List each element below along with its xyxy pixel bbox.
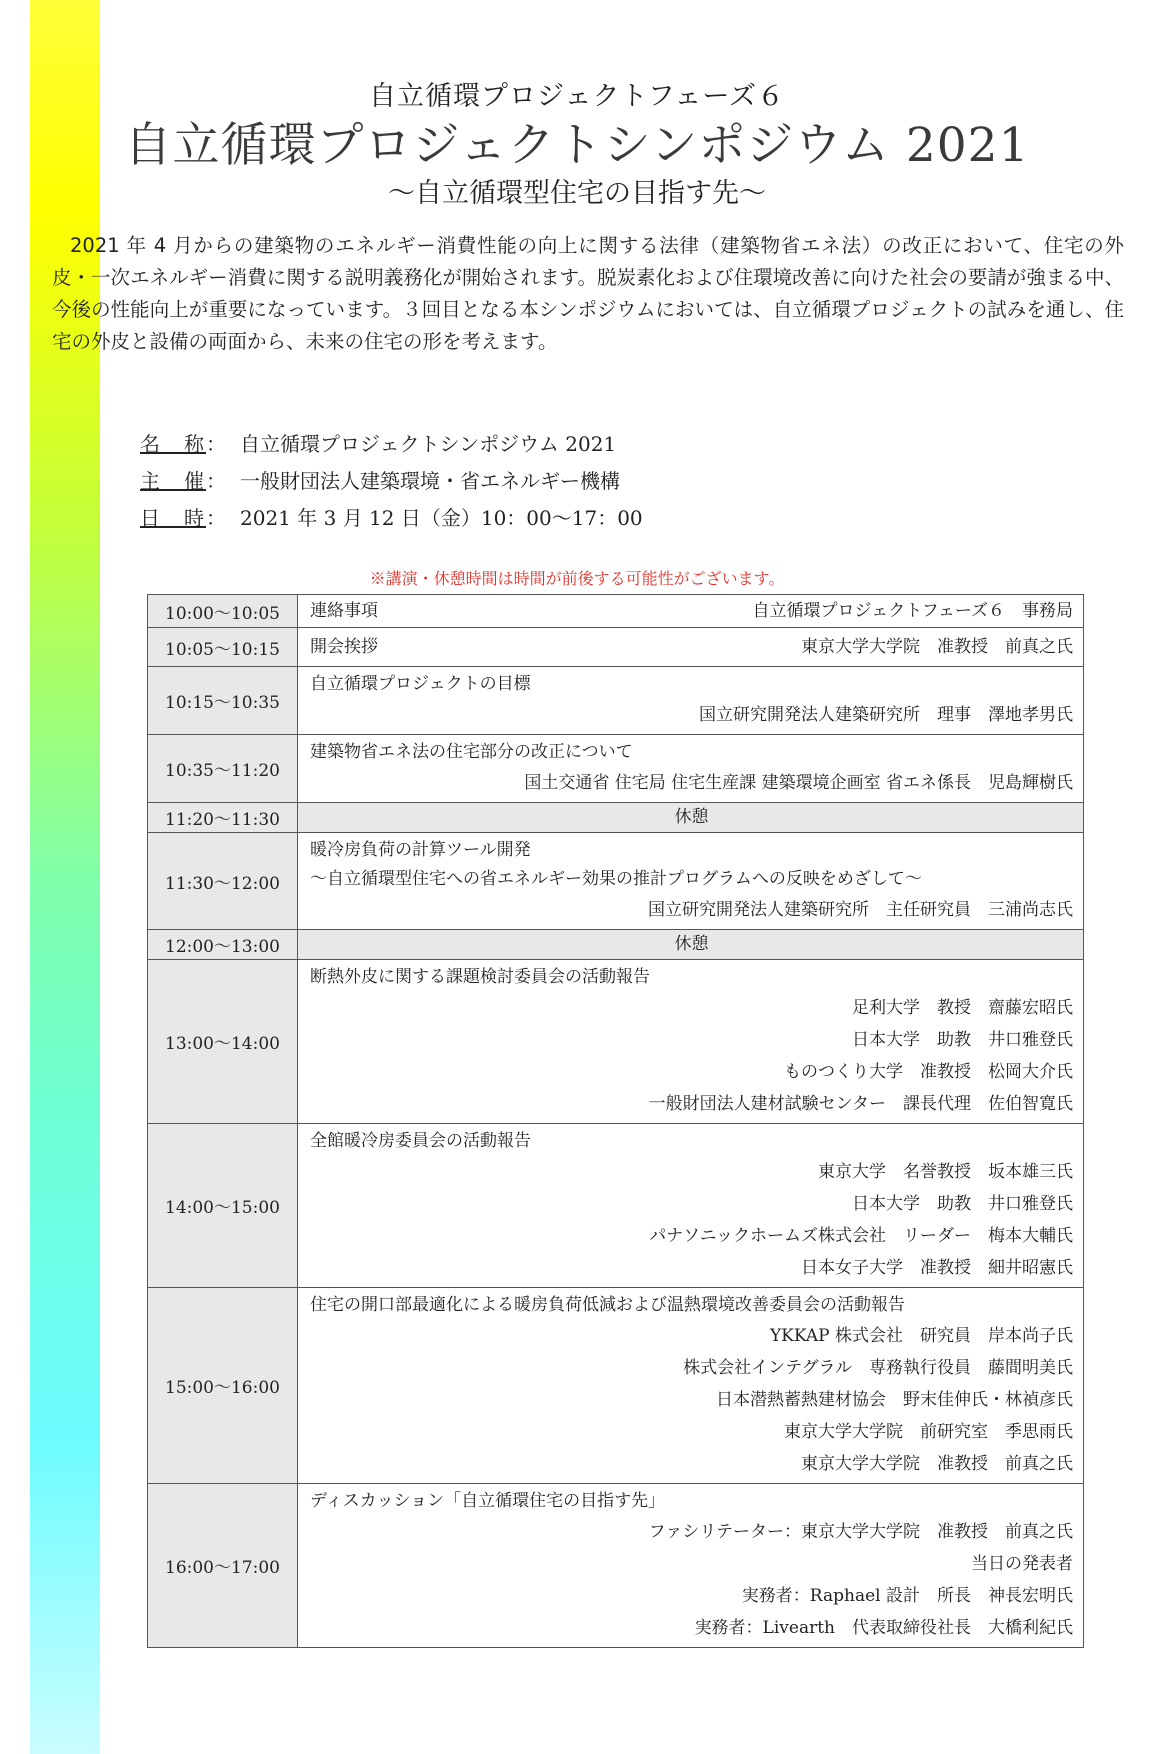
intro-paragraph: 2021 年 4 月からの建築物のエネルギー消費性能の向上に関する法律（建築物省エネ法）の改正において、住宅の外皮・一次エネルギー消費に関する説明義務化が開始されます。脱炭素化および住環境改善に向けた社会の要請が強まる中、今後の性能向上が重要になっています。３回目となる本シンポジウムにおいては、自立循環プロジェクトの試みを通し、住宅の外皮と設備の両面から、未来の住宅の形を考えます。 bbox=[52, 234, 1124, 353]
session-title: 自立循環プロジェクトの目標 bbox=[310, 674, 531, 694]
table-row-break bbox=[148, 803, 1084, 833]
session-title: 暖冷房負荷の計算ツール開発 bbox=[310, 840, 531, 860]
info-value: 2021 年 3 月 12 日（金）10：00〜17：00 bbox=[240, 506, 643, 530]
session-title: 断熱外皮に関する課題検討委員会の活動報告 bbox=[310, 967, 650, 987]
table-row-break bbox=[148, 930, 1084, 960]
session-content bbox=[298, 960, 1084, 1124]
session-content bbox=[298, 667, 1084, 735]
session-speaker: 東京大学大学院 准教授 前真之氏 bbox=[801, 637, 1073, 657]
session-time: 10:00〜10:05 bbox=[148, 595, 298, 628]
session-speaker: 東京大学 名誉教授 坂本雄三氏 bbox=[818, 1162, 1073, 1182]
info-label: 名 称 bbox=[140, 432, 206, 456]
session-time: 15:00〜16:00 bbox=[148, 1288, 298, 1484]
schedule-table bbox=[147, 594, 1084, 1648]
session-time: 16:00〜17:00 bbox=[148, 1484, 298, 1648]
table-row bbox=[148, 960, 1084, 1124]
break-label: 休憩 bbox=[298, 803, 1084, 833]
session-speaker: パナソニックホームズ株式会社 リーダー 梅本大輔氏 bbox=[649, 1226, 1073, 1246]
session-speaker: ファシリテーター：東京大学大学院 准教授 前真之氏 bbox=[648, 1522, 1073, 1542]
session-speaker: 日本大学 助教 井口雅登氏 bbox=[852, 1194, 1073, 1214]
session-speaker: 東京大学大学院 前研究室 季思雨氏 bbox=[784, 1422, 1073, 1442]
session-time: 14:00〜15:00 bbox=[148, 1124, 298, 1288]
session-time: 11:30〜12:00 bbox=[148, 833, 298, 930]
session-speaker: 国立研究開発法人建築研究所 理事 澤地孝男氏 bbox=[699, 705, 1073, 725]
session-speaker: YKKAP 株式会社 研究員 岸本尚子氏 bbox=[769, 1326, 1073, 1346]
session-title: 開会挨拶 bbox=[310, 637, 378, 657]
info-value: 一般財団法人建築環境・省エネルギー機構 bbox=[240, 469, 620, 493]
session-content bbox=[298, 595, 1084, 628]
info-label: 主 催 bbox=[140, 469, 206, 493]
session-title: ディスカッション「自立循環住宅の目指す先」 bbox=[310, 1491, 666, 1511]
session-title: 全館暖冷房委員会の活動報告 bbox=[310, 1131, 531, 1151]
session-time: 10:35〜11:20 bbox=[148, 735, 298, 803]
session-speaker: 足利大学 教授 齋藤宏昭氏 bbox=[852, 998, 1073, 1018]
session-subtitle: 〜自立循環型住宅への省エネルギー効果の推計プログラムへの反映をめざして〜 bbox=[310, 869, 922, 889]
schedule-notice: ※講演・休憩時間は時間が前後する可能性がございます。 bbox=[369, 569, 785, 588]
session-speaker: 日本潜熱蓄熱建材協会 野末佳伸氏・林禎彦氏 bbox=[716, 1390, 1073, 1410]
session-speaker: 株式会社インテグラル 専務執行役員 藤間明美氏 bbox=[683, 1358, 1073, 1378]
page-title: 自立循環プロジェクトシンポジウム 2021 bbox=[124, 118, 1030, 173]
info-colon: ： bbox=[206, 506, 228, 530]
session-time: 10:15〜10:35 bbox=[148, 667, 298, 735]
session-time: 13:00〜14:00 bbox=[148, 960, 298, 1124]
table-row bbox=[148, 1288, 1084, 1484]
session-speaker: 東京大学大学院 准教授 前真之氏 bbox=[801, 1454, 1073, 1474]
session-content bbox=[298, 628, 1084, 667]
table-row bbox=[148, 628, 1084, 667]
info-label: 日 時 bbox=[140, 506, 206, 530]
event-info bbox=[140, 426, 643, 537]
session-speaker: 一般財団法人建材試験センター 課長代理 佐伯智寛氏 bbox=[648, 1094, 1073, 1114]
session-speaker: 日本大学 助教 井口雅登氏 bbox=[852, 1030, 1073, 1050]
session-title: 建築物省エネ法の住宅部分の改正について bbox=[310, 742, 633, 762]
session-time: 11:20〜11:30 bbox=[148, 803, 298, 833]
header-subtitle: 自立循環プロジェクトフェーズ６ bbox=[369, 81, 785, 112]
info-row-host bbox=[140, 463, 643, 500]
session-speaker: 国立研究開発法人建築研究所 主任研究員 三浦尚志氏 bbox=[648, 900, 1073, 920]
info-value: 自立循環プロジェクトシンポジウム 2021 bbox=[240, 432, 617, 456]
table-row bbox=[148, 667, 1084, 735]
session-content bbox=[298, 1288, 1084, 1484]
session-speaker: 自立循環プロジェクトフェーズ６ 事務局 bbox=[752, 601, 1073, 621]
session-title: 住宅の開口部最適化による暖房負荷低減および温熱環境改善委員会の活動報告 bbox=[310, 1295, 905, 1315]
session-time: 12:00〜13:00 bbox=[148, 930, 298, 960]
session-speaker: 日本女子大学 准教授 細井昭憲氏 bbox=[801, 1258, 1073, 1278]
session-speaker: 国土交通省 住宅局 住宅生産課 建築環境企画室 省エネ係長 児島輝樹氏 bbox=[524, 773, 1073, 793]
info-colon: ： bbox=[206, 469, 228, 493]
page-header bbox=[0, 78, 1154, 212]
table-row bbox=[148, 833, 1084, 930]
session-title: 連絡事項 bbox=[310, 601, 378, 621]
session-content bbox=[298, 833, 1084, 930]
break-label: 休憩 bbox=[298, 930, 1084, 960]
session-time: 10:05〜10:15 bbox=[148, 628, 298, 667]
session-speaker: 実務者：Raphael 設計 所長 神長宏明氏 bbox=[741, 1586, 1073, 1606]
table-row bbox=[148, 735, 1084, 803]
table-row bbox=[148, 1484, 1084, 1648]
session-content bbox=[298, 735, 1084, 803]
session-content bbox=[298, 1124, 1084, 1288]
session-speaker: ものつくり大学 准教授 松岡大介氏 bbox=[784, 1062, 1073, 1082]
info-row-name bbox=[140, 426, 643, 463]
session-speaker: 実務者：Livearth 代表取締役社長 大橋利紀氏 bbox=[694, 1618, 1073, 1638]
info-colon: ： bbox=[206, 432, 228, 456]
session-content bbox=[298, 1484, 1084, 1648]
table-row bbox=[148, 1124, 1084, 1288]
header-tagline: 〜自立循環型住宅の目指す先〜 bbox=[388, 178, 766, 209]
table-row bbox=[148, 595, 1084, 628]
info-row-date bbox=[140, 500, 643, 537]
session-speaker: 当日の発表者 bbox=[971, 1554, 1073, 1574]
